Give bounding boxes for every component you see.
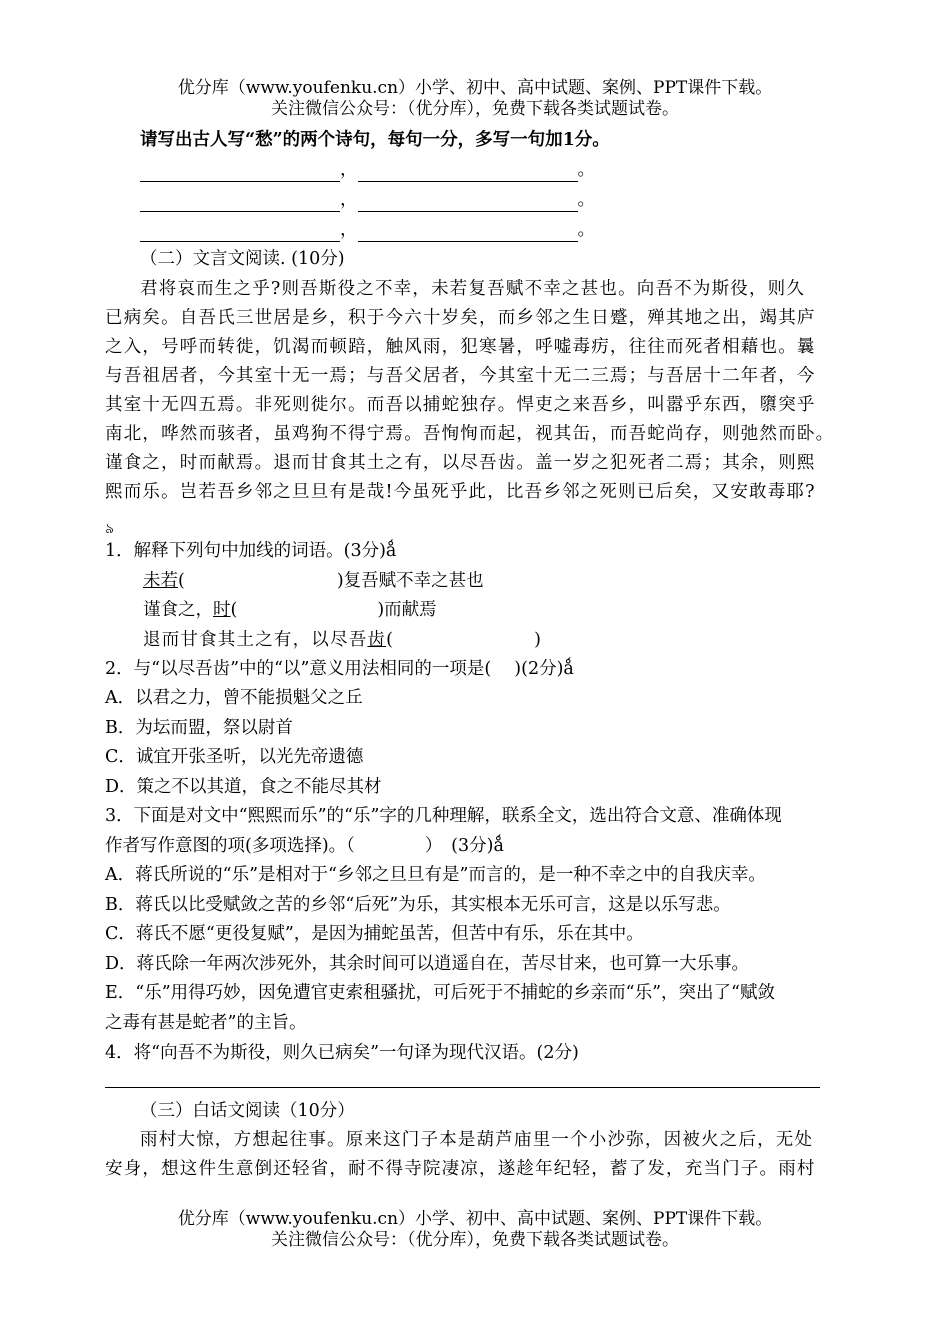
anchor-mark-icon: ৯ [105,521,115,537]
passage-line: 熙而乐。岂若吾乡邻之旦旦有是哉!今虽死乎此，比吾乡邻之死则已后矣，又安敢毒耶? [105,482,816,502]
period: 。 [577,220,595,240]
answer-blank[interactable] [358,223,578,242]
passage-line: 其室十无四五焉。非死则徙尔。而吾以捕蛇独存。悍吏之来吾乡，叫嚣乎东西，隳突乎 [105,395,816,415]
header-line-1: 优分库（www.youfenku.cn）小学、初中、高中试题、案例、PPT课件下载。 [177,78,773,98]
q1-item-a: 未若( )复吾赋不幸之甚也 [143,571,484,591]
q2-option-c: C．诚宜开张圣听，以光先帝遗德 [105,747,364,767]
q3-stem-line-2: 作者写作意图的项(多项选择)。（ ） (3分)ǻ [105,836,504,856]
comma: ， [340,220,358,240]
poem-blank-row-2 [140,188,595,212]
passage-line: 之入，号呼而转徙，饥渴而顿踣，触风雨，犯寒暑，呼嘘毒疠，往往而死者相藉也。曩 [105,337,816,357]
q1-stem: 1．解释下列句中加线的词语。(3分)ǻ [105,541,397,561]
q3-option-a: A．蒋氏所说的“乐”是相对于“乡邻之旦旦有是”而言的，是一种不幸之中的自我庆幸。 [105,865,766,885]
underlined-word: 未若 [143,571,178,591]
footer-line-2: 关注微信公众号：（优分库），免费下载各类试题试卷。 [271,1230,679,1250]
q3-stem-line-1: 3．下面是对文中“熙熙而乐”的“乐”字的几种理解，联系全文，选出符合文意、准确体现 [105,806,782,826]
passage-line: 君将哀而生之乎?则吾斯役之不幸，未若复吾赋不幸之甚也。向吾不为斯役，则久 [140,279,806,299]
q1-item-c: 退而甘食其土之有，以尽吾齿( ) [143,630,543,650]
period: 。 [577,160,595,180]
passage-line: 安身，想这件生意倒还轻省，耐不得寺院凄凉，遂趁年纪轻，蓄了发，充当门子。雨村 [105,1159,816,1179]
answer-blank[interactable] [140,223,340,242]
q1-item-b: 谨食之，时( )而献焉 [143,600,437,620]
poem-blank-row-3 [140,218,595,242]
comma: ， [340,160,358,180]
passage-line: 与吾祖居者，今其室十无一焉；与吾父居者，今其室十无二三焉；与吾居十二年者，今 [105,366,816,386]
underlined-word: 齿 [367,630,387,650]
answer-blank[interactable] [140,193,340,212]
q2-option-d: D．策之不以其道，食之不能尽其材 [105,777,382,797]
header-line-2: 关注微信公众号：（优分库），免费下载各类试题试卷。 [271,99,679,119]
q2-option-a: A．以君之力，曾不能损魁父之丘 [105,688,363,708]
q4-stem: 4．将“向吾不为斯役，则久已病矣”一句译为现代汉语。(2分) [105,1043,579,1063]
passage-line: 已病矣。自吾氏三世居是乡，积于今六十岁矣，而乡邻之生日蹙，殚其地之出，竭其庐 [105,308,816,328]
section2-title: （二）文言文阅读. (10分) [140,249,345,269]
footer-line-1: 优分库（www.youfenku.cn）小学、初中、高中试题、案例、PPT课件下载。 [177,1209,773,1229]
passage-line: 谨食之，时而献焉。退而甘食其土之有，以尽吾齿。盖一岁之犯死者二焉；其余，则熙 [105,453,816,473]
answer-blank[interactable] [358,193,578,212]
passage-line: 南北，哗然而骇者，虽鸡狗不得宁焉。吾恂恂而起，视其缶，而吾蛇尚存，则弛然而卧。 [105,424,835,444]
underlined-word: 时 [213,600,231,620]
section3-title: （三）白话文阅读（10分） [140,1101,355,1121]
comma: ， [340,190,358,210]
answer-blank[interactable] [140,163,340,182]
q3-option-e: E．“乐”用得巧妙，因免遭官吏索租骚扰，可后死于不捕蛇的乡亲而“乐”，突出了“赋敛 [105,983,776,1003]
q3-option-e-cont: 之毒有甚是蛇者”的主旨。 [105,1013,307,1033]
q3-option-d: D．蒋氏除一年两次涉死外，其余时间可以逍遥自在，苦尽甘来，也可算一大乐事。 [105,954,750,974]
q2-stem: 2．与“以尽吾齿”中的“以”意义用法相同的一项是( )(2分)ǻ [105,659,574,679]
q3-option-c: C．蒋氏不愿“更役复赋”，是因为捕蛇虽苦，但苦中有乐，乐在其中。 [105,924,644,944]
q2-option-b: B．为坛而盟，祭以尉首 [105,718,293,738]
period: 。 [577,190,595,210]
answer-blank[interactable] [358,163,578,182]
passage-line: 雨村大惊，方想起往事。原来这门子本是葫芦庙里一个小沙弥，因被火之后，无处 [140,1130,814,1150]
poem-blank-row-1 [140,158,595,182]
answer-line[interactable] [105,1087,820,1088]
q3-option-b: B．蒋氏以比受赋敛之苦的乡邻“后死”为乐，其实根本无乐可言，这是以乐写悲。 [105,895,731,915]
poem-task-prompt: 请写出古人写“愁”的两个诗句，每句一分，多写一句加1分。 [140,130,610,150]
